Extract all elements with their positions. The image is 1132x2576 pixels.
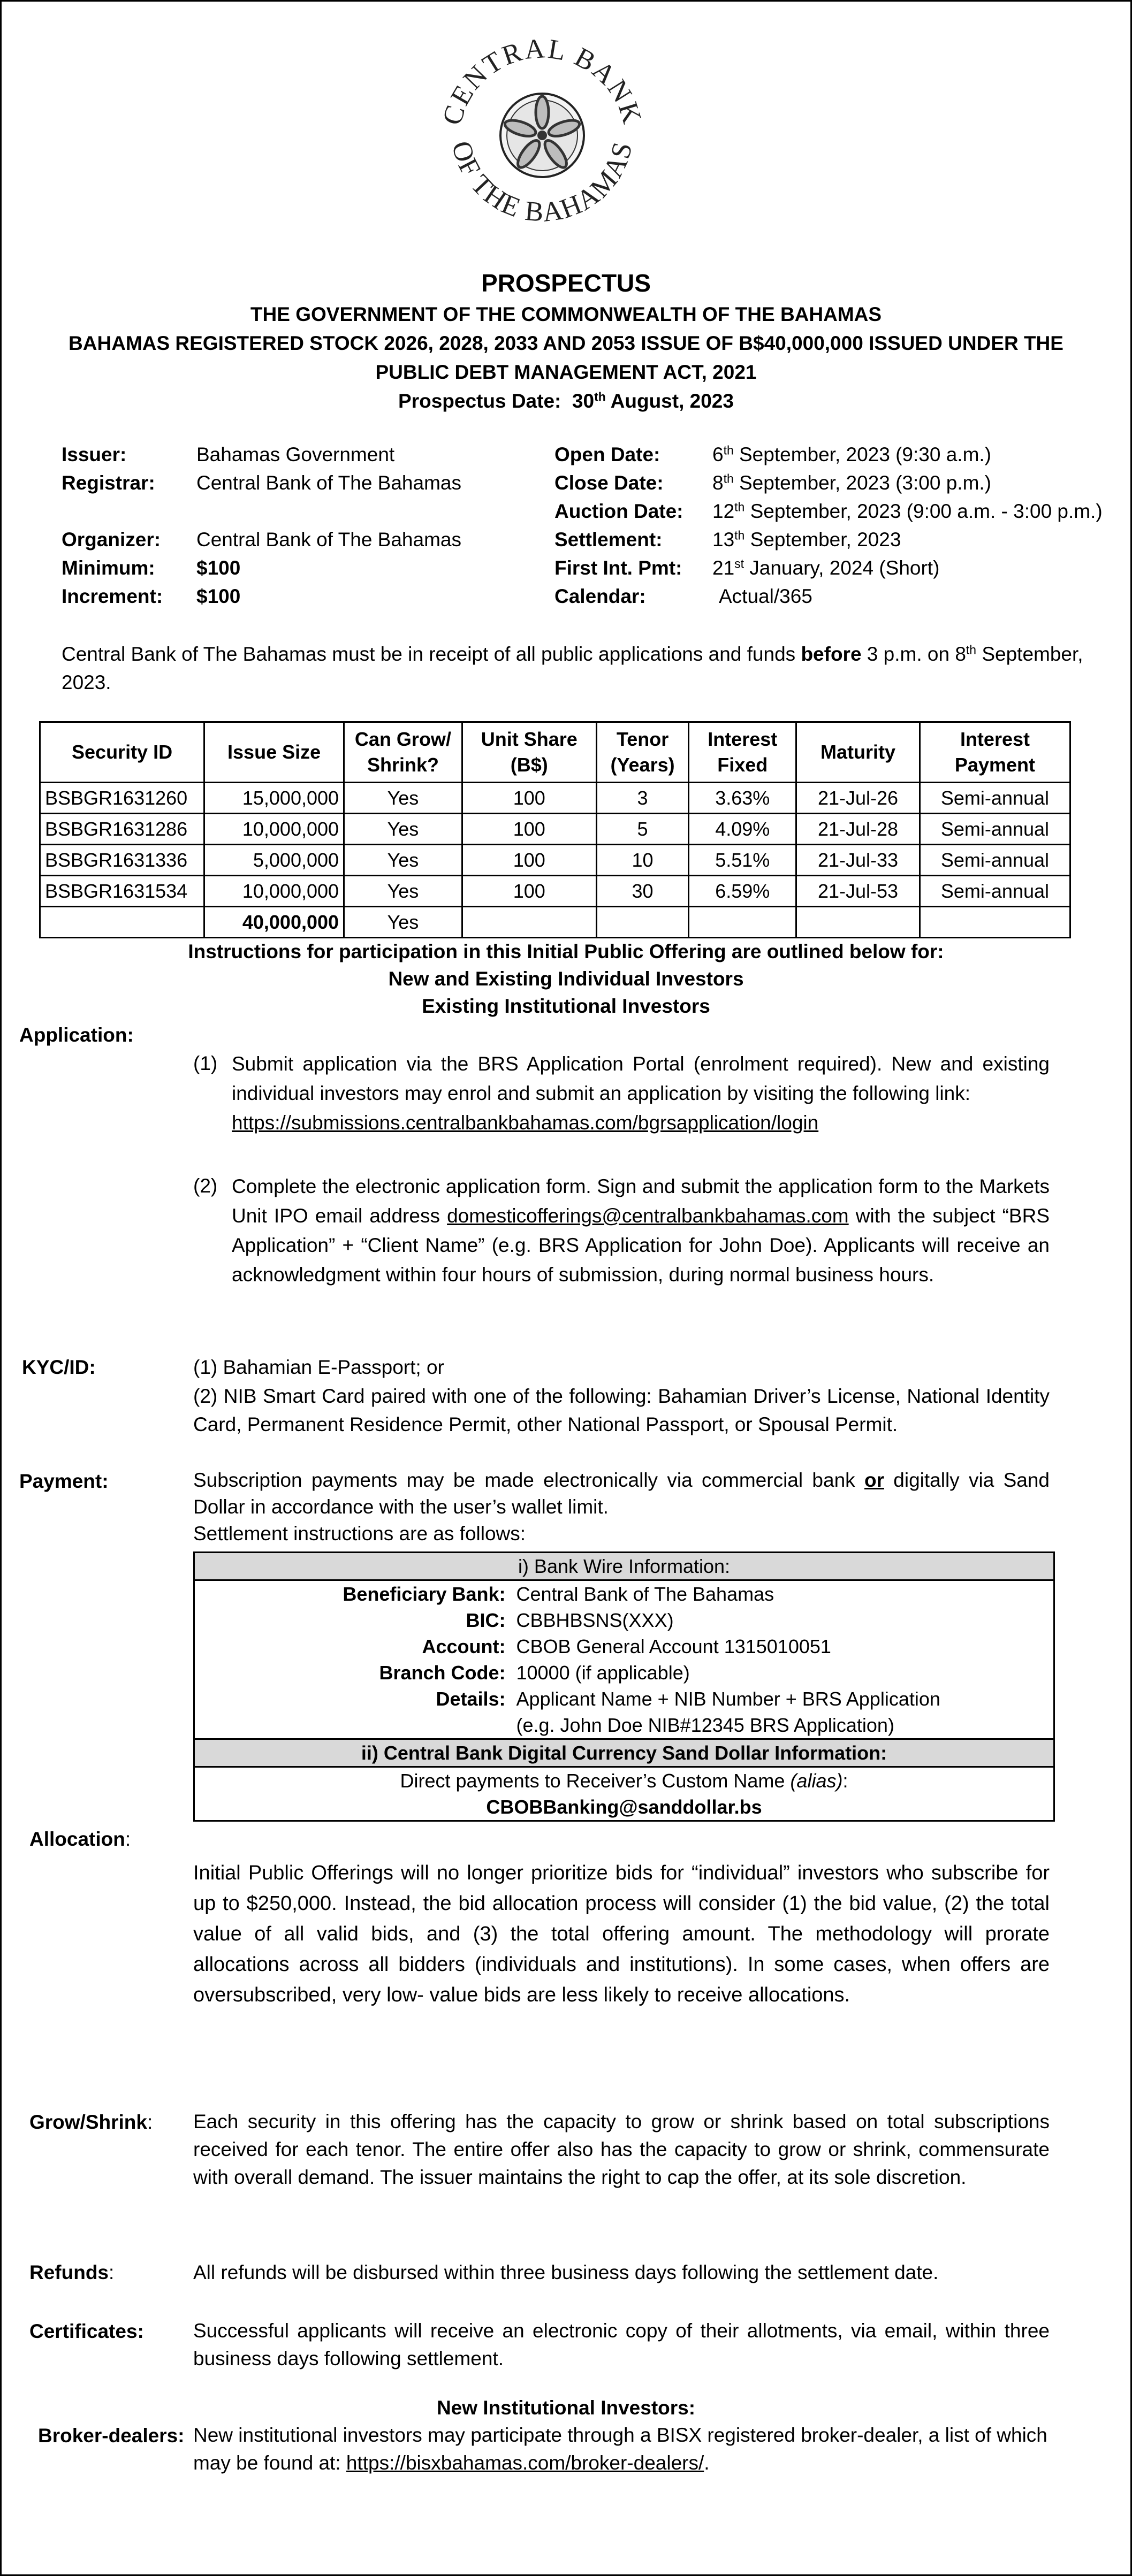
header-line-1: THE GOVERNMENT OF THE COMMONWEALTH OF THE BAHAMAS bbox=[250, 303, 882, 325]
header-can-grow: Can Grow/ Shrink? bbox=[344, 722, 462, 783]
info-row: Settlement: 13th September, 2023 bbox=[554, 528, 901, 551]
instructions-line-2: New and Existing Individual Investors bbox=[388, 968, 744, 990]
table-total-row: 40,000,000 Yes bbox=[40, 907, 1070, 938]
allocation-text: Initial Public Offerings will no longer prioritize bids for “individual” investors who subscribe for up to $250,000. Instead, the bid allocation process will consider (1) the bid value, (2) the total value of all valid bids, and (3) the total offering amount. The methodology will prorate allocations across all bidders (individuals and institutions). In some cases, when offers are oversubscribed, very low- value bids are less likely to receive allocations. bbox=[193, 1862, 1050, 2006]
payment-label: Payment: bbox=[19, 1470, 109, 1492]
wire-row: (e.g. John Doe NIB#12345 BRS Application) bbox=[516, 1714, 894, 1736]
application-item-2: Complete the electronic application form. Sign and submit the application form to the Markets Unit IPO email address domesticofferings@centralbankbahamas.com with the subject “BRS Application” + “Client Name” (e.g. BRS Application for John Doe). Applicants will receive an acknowledgment within four hours of submission, during normal business hours. bbox=[232, 1175, 1050, 1286]
settlement-box bbox=[193, 1551, 1055, 1822]
info-row: Calendar: Actual/365 bbox=[554, 585, 812, 607]
broker-dealers-text: New institutional investors may participate through a BISX registered broker-dealer, a list of which may be found at: https://bisxbahamas.com/broker-dealers/. bbox=[193, 2424, 1047, 2474]
info-row: First Int. Pmt: 21st January, 2024 (Short) bbox=[554, 556, 940, 579]
institutional-heading: New Institutional Investors: bbox=[436, 2397, 696, 2419]
info-row: Open Date: 6th September, 2023 (9:30 a.m.) bbox=[554, 443, 991, 465]
info-row: Organizer: Central Bank of The Bahamas bbox=[62, 529, 461, 551]
ipo-email-link[interactable]: domesticofferings@centralbankbahamas.com bbox=[447, 1205, 849, 1227]
info-row: Close Date: 8th September, 2023 (3:00 p.m.) bbox=[554, 471, 991, 494]
wire-row: Beneficiary Bank: Central Bank of The Bahamas bbox=[194, 1580, 1054, 1608]
refunds-text: All refunds will be disbursed within three business days following the settlement date. bbox=[193, 2261, 939, 2283]
table-row: BSBGR1631260 15,000,000 Yes 100 3 3.63% 21-Jul-26 Semi-annual bbox=[40, 783, 1070, 814]
instructions-line-3: Existing Institutional Investors bbox=[422, 995, 710, 1017]
table-row: BSBGR1631286 10,000,000 Yes 100 5 4.09% 21-Jul-28 Semi-annual bbox=[40, 814, 1070, 845]
receipt-notice: Central Bank of The Bahamas must be in receipt of all public applications and funds before 3 p.m. on 8th September, 2023. bbox=[62, 643, 1083, 693]
wire-row: Account: CBOB General Account 1315010051 bbox=[422, 1635, 831, 1657]
issuer-info bbox=[62, 440, 533, 610]
certificates-text: Successful applicants will receive an electronic copy of their allotments, via email, within three business days following settlement. bbox=[193, 2320, 1050, 2369]
kyc-line-1: (1) Bahamian E-Passport; or bbox=[193, 1356, 444, 1378]
svg-text:OF THE BAHAMAS: OF THE BAHAMAS bbox=[445, 137, 639, 228]
central-bank-logo bbox=[414, 31, 671, 232]
payment-text: Subscription payments may be made electronically via commercial bank or digitally via Sand Dollar in accordance with the user’s wallet limit. Settlement instructions are as follows: bbox=[193, 1469, 1050, 1545]
info-row: Issuer: Bahamas Government bbox=[62, 444, 395, 465]
header-interest-payment: Interest Payment bbox=[920, 722, 1070, 783]
application-item-2-num: (2) bbox=[193, 1175, 218, 1197]
kyc-label: KYC/ID: bbox=[22, 1356, 96, 1378]
header-unit-share: Unit Share (B$) bbox=[462, 722, 596, 783]
table-row: BSBGR1631336 5,000,000 Yes 100 10 5.51% 21-Jul-33 Semi-annual bbox=[40, 845, 1070, 876]
dates-info bbox=[554, 440, 1127, 610]
instructions-line-1: Instructions for participation in this Initial Public Offering are outlined below for: bbox=[188, 941, 944, 962]
prospectus-title: PROSPECTUS bbox=[481, 269, 651, 297]
grow-shrink-text: Each security in this offering has the capacity to grow or shrink based on total subscriptions received for each tenor. The entire offer also has the capacity to grow or shrink, commensurate with overall demand. The issuer maintains the right to cap the offer, at its sole discretion. bbox=[193, 2111, 1050, 2188]
header-line-3: PUBLIC DEBT MANAGEMENT ACT, 2021 bbox=[375, 361, 757, 383]
broker-dealers-label: Broker-dealers: bbox=[38, 2425, 185, 2447]
info-row: Auction Date: 12th September, 2023 (9:00 a.m. - 3:00 p.m.) bbox=[554, 500, 1103, 522]
header-line-2: BAHAMAS REGISTERED STOCK 2026, 2028, 2033 AND 2053 ISSUE OF B$40,000,000 ISSUED UNDER THE bbox=[69, 332, 1063, 354]
table-row: BSBGR1631534 10,000,000 Yes 100 30 6.59% 21-Jul-53 Semi-annual bbox=[40, 876, 1070, 907]
header-security-id: Security ID bbox=[40, 722, 204, 783]
bisx-broker-link[interactable]: https://bisxbahamas.com/broker-dealers/ bbox=[346, 2452, 704, 2474]
info-row: Registrar: Central Bank of The Bahamas bbox=[62, 472, 461, 494]
refunds-label: Refunds: bbox=[29, 2261, 115, 2283]
header-interest: Interest Fixed bbox=[689, 722, 796, 783]
application-item-1-num: (1) bbox=[193, 1052, 218, 1074]
application-label: Application: bbox=[19, 1024, 134, 1046]
svg-text:CENTRAL BANK: CENTRAL BANK bbox=[436, 33, 648, 129]
cbdc-handle-row: CBOBBanking@sanddollar.bs bbox=[486, 1796, 762, 1818]
prospectus-date: Prospectus Date: 30th August, 2023 bbox=[398, 389, 734, 412]
wire-row: BIC: CBBHBSNS(XXX) bbox=[466, 1609, 674, 1631]
grow-shrink-label: Grow/Shrink: bbox=[29, 2111, 153, 2133]
wire-row: Branch Code: 10000 (if applicable) bbox=[379, 1662, 690, 1684]
cbdc-title-row: ii) Central Bank Digital Currency Sand Dollar Information: bbox=[194, 1739, 1054, 1767]
info-row: Increment: $100 bbox=[62, 585, 241, 607]
wire-row: Details: Applicant Name + NIB Number + BRS Application bbox=[436, 1688, 940, 1710]
kyc-line-2: (2) NIB Smart Card paired with one of the following: Bahamian Driver’s License, National Identity Card, Permanent Residence Permit, other National Passport, or Spousal Permit. bbox=[193, 1385, 1050, 1435]
header-maturity: Maturity bbox=[796, 722, 920, 783]
header-issue-size: Issue Size bbox=[204, 722, 344, 783]
table-header-row bbox=[40, 722, 1070, 783]
cbdc-row: Direct payments to Receiver’s Custom Name (alias): bbox=[194, 1767, 1054, 1794]
allocation-label: Allocation: bbox=[29, 1828, 131, 1850]
header-tenor: Tenor (Years) bbox=[596, 722, 689, 783]
application-item-1: Submit application via the BRS Application Portal (enrolment required). New and existing individual investors may enrol and submit an application by visiting the following link: https://submissions.centralbankbahamas.com/bgrsapplication/login bbox=[232, 1053, 1050, 1134]
certificates-label: Certificates: bbox=[29, 2320, 144, 2342]
wire-title-row: i) Bank Wire Information: bbox=[194, 1553, 1054, 1580]
securities-table bbox=[39, 721, 1071, 938]
brs-portal-link[interactable]: https://submissions.centralbankbahamas.com/bgrsapplication/login bbox=[232, 1112, 819, 1134]
info-row: Minimum: $100 bbox=[62, 557, 241, 579]
